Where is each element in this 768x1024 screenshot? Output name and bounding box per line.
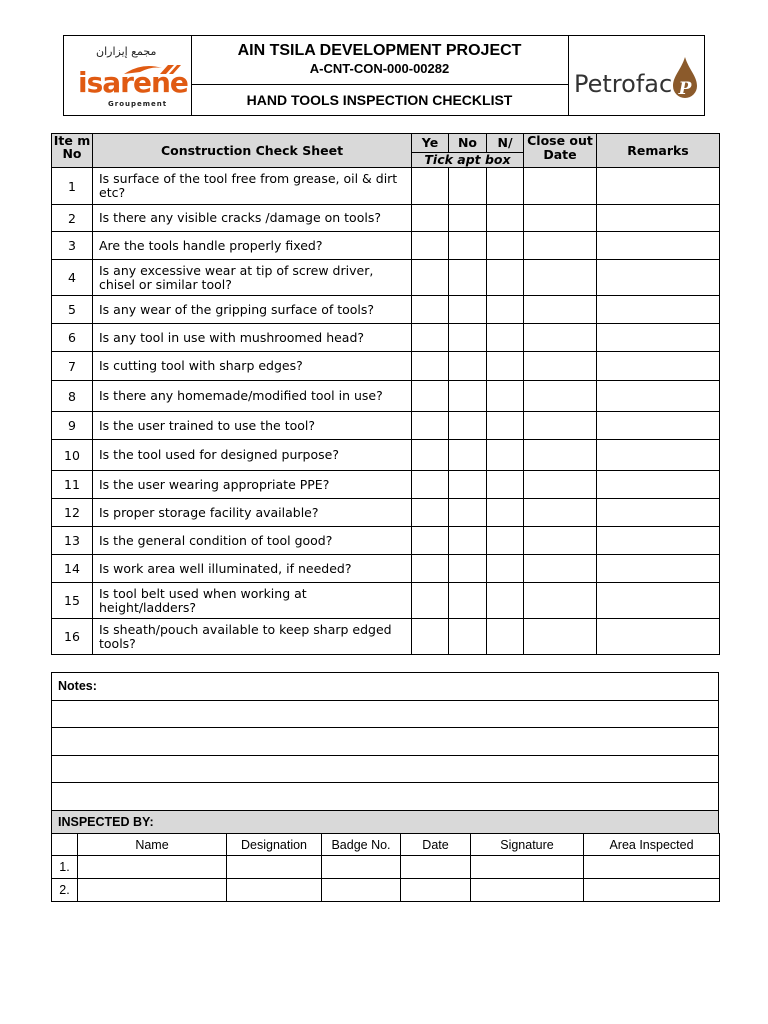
checklist-row — [52, 260, 720, 296]
inspector-field[interactable] — [227, 879, 322, 902]
header-tick-apt-box: Tick apt box — [412, 152, 524, 167]
checklist-row — [52, 168, 720, 205]
yes-checkbox[interactable] — [412, 381, 449, 412]
inspector-row-number: 2. — [52, 879, 78, 902]
checklist-row — [52, 440, 720, 471]
question-text: Are the tools handle properly fixed? — [93, 232, 412, 260]
close-out-date-cell[interactable] — [524, 412, 597, 440]
inspector-field[interactable] — [322, 856, 401, 879]
inspector-field[interactable] — [78, 879, 227, 902]
checklist-row — [52, 499, 720, 527]
document-code: A-CNT-CON-000-00282 — [309, 61, 450, 76]
yes-checkbox[interactable] — [412, 527, 449, 555]
question-text: Is there any visible cracks /damage on tools? — [93, 205, 412, 232]
no-checkbox[interactable] — [449, 232, 487, 260]
question-text: Is surface of the tool free from grease, oil & dirt etc? — [93, 168, 412, 205]
na-checkbox[interactable] — [487, 260, 524, 296]
question-text: Is the user wearing appropriate PPE? — [93, 471, 412, 499]
close-out-date-cell[interactable] — [524, 205, 597, 232]
close-out-date-cell[interactable] — [524, 440, 597, 471]
yes-checkbox[interactable] — [412, 555, 449, 583]
notes-line[interactable] — [52, 728, 719, 756]
notes-table — [51, 672, 719, 834]
item-number: 4 — [52, 260, 93, 296]
close-out-date-cell[interactable] — [524, 260, 597, 296]
no-checkbox[interactable] — [449, 471, 487, 499]
checklist-table — [51, 133, 720, 655]
close-out-date-cell[interactable] — [524, 168, 597, 205]
na-checkbox[interactable] — [487, 324, 524, 352]
remarks-cell[interactable] — [597, 296, 720, 324]
item-number: 2 — [52, 205, 93, 232]
inspector-field[interactable] — [322, 879, 401, 902]
item-number: 11 — [52, 471, 93, 499]
close-out-date-cell[interactable] — [524, 555, 597, 583]
inspector-field[interactable] — [227, 856, 322, 879]
project-name: AIN TSILA DEVELOPMENT PROJECT — [237, 42, 522, 59]
no-checkbox[interactable] — [449, 619, 487, 655]
inspected-column-header: Name — [78, 834, 227, 856]
petrofac-drop-icon — [672, 56, 698, 100]
no-checkbox[interactable] — [449, 555, 487, 583]
inspector-field[interactable] — [401, 879, 471, 902]
header-na: N/ — [487, 134, 524, 153]
yes-checkbox[interactable] — [412, 619, 449, 655]
yes-checkbox[interactable] — [412, 471, 449, 499]
close-out-date-cell[interactable] — [524, 324, 597, 352]
na-checkbox[interactable] — [487, 619, 524, 655]
yes-checkbox[interactable] — [412, 412, 449, 440]
close-out-date-cell[interactable] — [524, 527, 597, 555]
yes-checkbox[interactable] — [412, 260, 449, 296]
checklist-row — [52, 296, 720, 324]
question-text: Is sheath/pouch available to keep sharp edged tools? — [93, 619, 412, 655]
inspected-column-header: Area Inspected — [584, 834, 720, 856]
no-checkbox[interactable] — [449, 583, 487, 619]
item-number: 6 — [52, 324, 93, 352]
yes-checkbox[interactable] — [412, 440, 449, 471]
remarks-cell[interactable] — [597, 619, 720, 655]
inspector-field[interactable] — [584, 879, 720, 902]
no-checkbox[interactable] — [449, 527, 487, 555]
item-number: 7 — [52, 352, 93, 381]
close-out-date-cell[interactable] — [524, 296, 597, 324]
item-number: 14 — [52, 555, 93, 583]
question-text: Is tool belt used when working at height/ladders? — [93, 583, 412, 619]
isarene-subtitle: Groupement — [108, 100, 168, 108]
title-top — [191, 36, 568, 85]
question-text: Is any tool in use with mushroomed head? — [93, 324, 412, 352]
petrofac-logo — [568, 36, 704, 115]
close-out-date-cell[interactable] — [524, 471, 597, 499]
isarene-arabic-text: مجمع إيزاران — [96, 45, 157, 58]
na-checkbox[interactable] — [487, 471, 524, 499]
remarks-cell[interactable] — [597, 205, 720, 232]
item-number: 1 — [52, 168, 93, 205]
inspector-field[interactable] — [584, 856, 720, 879]
remarks-cell[interactable] — [597, 555, 720, 583]
item-number: 16 — [52, 619, 93, 655]
remarks-cell[interactable] — [597, 527, 720, 555]
na-checkbox[interactable] — [487, 499, 524, 527]
yes-checkbox[interactable] — [412, 232, 449, 260]
item-number: 10 — [52, 440, 93, 471]
inspected-header-row — [52, 834, 720, 856]
item-number: 12 — [52, 499, 93, 527]
checklist-row — [52, 583, 720, 619]
item-number: 3 — [52, 232, 93, 260]
checklist-row — [52, 205, 720, 232]
document-header — [63, 35, 705, 116]
no-checkbox[interactable] — [449, 440, 487, 471]
yes-checkbox[interactable] — [412, 205, 449, 232]
question-text: Is cutting tool with sharp edges? — [93, 352, 412, 381]
checklist-row — [52, 619, 720, 655]
checklist-row — [52, 352, 720, 381]
header-yes: Ye — [412, 134, 449, 153]
petrofac-mark-text: P — [678, 79, 692, 99]
inspected-column-header: Designation — [227, 834, 322, 856]
question-text: Is the user trained to use the tool? — [93, 412, 412, 440]
remarks-cell[interactable] — [597, 412, 720, 440]
question-text: Is any wear of the gripping surface of tools? — [93, 296, 412, 324]
na-checkbox[interactable] — [487, 352, 524, 381]
notes-line[interactable] — [52, 755, 719, 783]
row-number-header — [52, 834, 78, 856]
checklist-row — [52, 471, 720, 499]
checklist-row — [52, 324, 720, 352]
item-number: 5 — [52, 296, 93, 324]
no-checkbox[interactable] — [449, 168, 487, 205]
no-checkbox[interactable] — [449, 260, 487, 296]
yes-checkbox[interactable] — [412, 296, 449, 324]
inspected-row — [52, 879, 720, 902]
inspector-row-number: 1. — [52, 856, 78, 879]
inspected-by-label: INSPECTED BY: — [52, 810, 719, 833]
header-close-out-date: Close out Date — [524, 134, 597, 168]
na-checkbox[interactable] — [487, 381, 524, 412]
isarene-logo — [64, 36, 192, 115]
na-checkbox[interactable] — [487, 168, 524, 205]
na-checkbox[interactable] — [487, 583, 524, 619]
close-out-date-cell[interactable] — [524, 232, 597, 260]
inspector-field[interactable] — [471, 879, 584, 902]
remarks-cell[interactable] — [597, 471, 720, 499]
no-checkbox[interactable] — [449, 324, 487, 352]
question-text: Is proper storage facility available? — [93, 499, 412, 527]
close-out-date-cell[interactable] — [524, 499, 597, 527]
no-checkbox[interactable] — [449, 381, 487, 412]
remarks-cell[interactable] — [597, 352, 720, 381]
na-checkbox[interactable] — [487, 440, 524, 471]
header-no: No — [449, 134, 487, 153]
inspected-by-table — [51, 833, 720, 902]
na-checkbox[interactable] — [487, 205, 524, 232]
remarks-cell[interactable] — [597, 232, 720, 260]
header-item-no: Ite m No — [52, 134, 93, 168]
notes-line[interactable] — [52, 783, 719, 811]
header-check-sheet: Construction Check Sheet — [93, 134, 412, 168]
no-checkbox[interactable] — [449, 412, 487, 440]
yes-checkbox[interactable] — [412, 168, 449, 205]
no-checkbox[interactable] — [449, 352, 487, 381]
item-number: 8 — [52, 381, 93, 412]
notes-label: Notes: — [52, 673, 719, 701]
header-remarks: Remarks — [597, 134, 720, 168]
yes-checkbox[interactable] — [412, 499, 449, 527]
inspected-column-header: Badge No. — [322, 834, 401, 856]
close-out-date-cell[interactable] — [524, 583, 597, 619]
remarks-cell[interactable] — [597, 260, 720, 296]
inspected-column-header: Date — [401, 834, 471, 856]
checklist-row — [52, 555, 720, 583]
question-text: Is work area well illuminated, if needed? — [93, 555, 412, 583]
checklist-row — [52, 412, 720, 440]
inspector-field[interactable] — [471, 856, 584, 879]
title-block — [191, 36, 569, 115]
item-number: 9 — [52, 412, 93, 440]
remarks-cell[interactable] — [597, 583, 720, 619]
item-number: 15 — [52, 583, 93, 619]
question-text: Is there any homemade/modified tool in use? — [93, 381, 412, 412]
no-checkbox[interactable] — [449, 499, 487, 527]
isarene-wordmark: isarene — [78, 66, 188, 99]
inspector-field[interactable] — [78, 856, 227, 879]
no-checkbox[interactable] — [449, 296, 487, 324]
na-checkbox[interactable] — [487, 555, 524, 583]
no-checkbox[interactable] — [449, 205, 487, 232]
close-out-date-cell[interactable] — [524, 619, 597, 655]
petrofac-wordmark: Petrofac — [574, 70, 673, 98]
checklist-row — [52, 232, 720, 260]
inspector-field[interactable] — [401, 856, 471, 879]
question-text: Is any excessive wear at tip of screw driver, chisel or similar tool? — [93, 260, 412, 296]
close-out-date-cell[interactable] — [524, 352, 597, 381]
inspected-column-header: Signature — [471, 834, 584, 856]
remarks-cell[interactable] — [597, 324, 720, 352]
question-text: Is the tool used for designed purpose? — [93, 440, 412, 471]
checklist-row — [52, 381, 720, 412]
inspected-row — [52, 856, 720, 879]
remarks-cell[interactable] — [597, 381, 720, 412]
checklist-row — [52, 527, 720, 555]
close-out-date-cell[interactable] — [524, 381, 597, 412]
question-text: Is the general condition of tool good? — [93, 527, 412, 555]
remarks-cell[interactable] — [597, 440, 720, 471]
remarks-cell[interactable] — [597, 499, 720, 527]
sheet-title: HAND TOOLS INSPECTION CHECKLIST — [246, 92, 513, 108]
na-checkbox[interactable] — [487, 412, 524, 440]
na-checkbox[interactable] — [487, 296, 524, 324]
yes-checkbox[interactable] — [412, 352, 449, 381]
na-checkbox[interactable] — [487, 527, 524, 555]
na-checkbox[interactable] — [487, 232, 524, 260]
remarks-cell[interactable] — [597, 168, 720, 205]
yes-checkbox[interactable] — [412, 583, 449, 619]
item-number: 13 — [52, 527, 93, 555]
yes-checkbox[interactable] — [412, 324, 449, 352]
notes-line[interactable] — [52, 700, 719, 728]
